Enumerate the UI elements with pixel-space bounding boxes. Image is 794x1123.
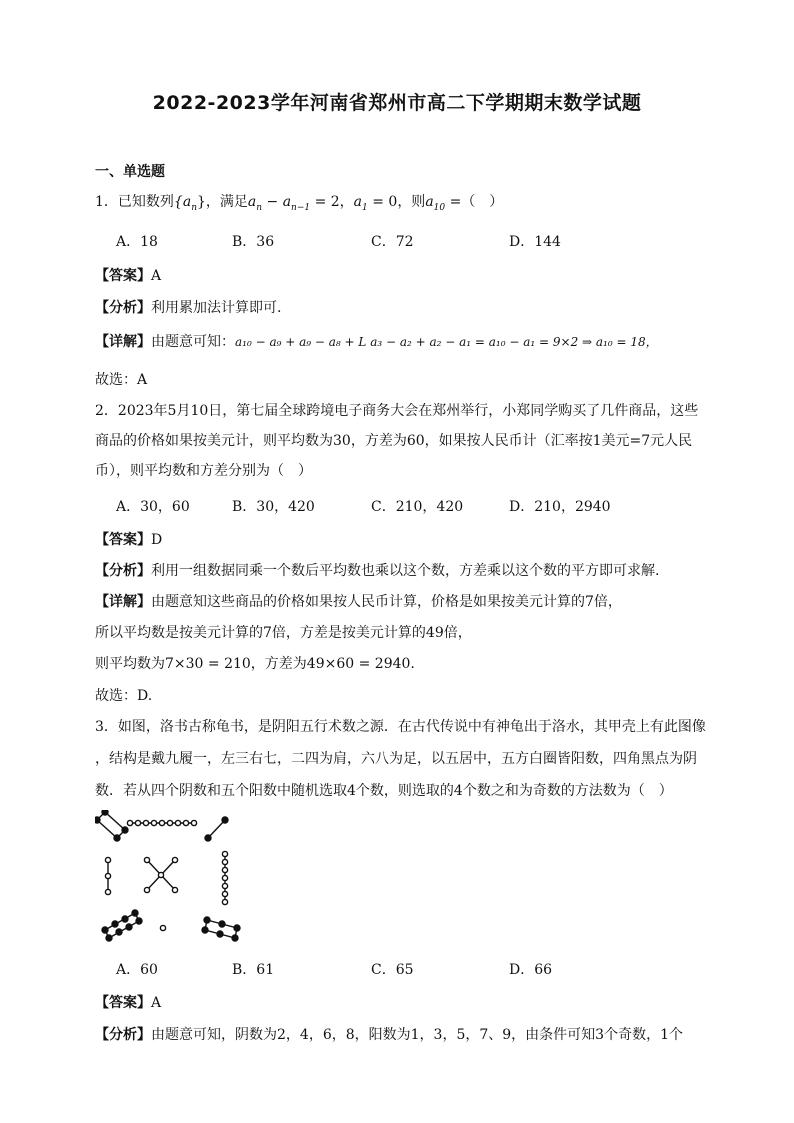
q3-stem-line-3: 数．若从四个阴数和五个阳数中随机选取4个数，则选取的4个数之和为奇数的方法数为（ ） xyxy=(95,783,673,799)
q2-detail-2: 所以平均数是按美元计算的7倍，方差是按美元计算的49倍， xyxy=(95,625,472,641)
q2-stem-line-2: 商品的价格如果按美元计，则平均数为30，方差为60，如果按人民币计（汇率按1美元=7元人民 xyxy=(95,433,693,449)
q3-stem-line-1: 3．如图，洛书古称龟书，是阴阳五行术数之源．在古代传说中有神龟出于洛水，其甲壳上有此图像 xyxy=(95,719,706,735)
q2-stem-line-3: 币），则平均数和方差分别为（ ） xyxy=(95,463,312,479)
section-heading: 一、单选题 xyxy=(95,164,165,180)
q3-option-a: A．60 xyxy=(116,962,158,978)
q1-conclusion: 故选：A xyxy=(95,372,148,388)
luoshu-eight-black-dots xyxy=(102,910,142,941)
luoshu-two-black-dots xyxy=(205,817,228,841)
q3-analysis: 【分析】由题意可知，阴数为2，4，6，8，阳数为1，3，5，7、9，由条件可知3个奇数，1个 xyxy=(95,1027,683,1043)
q2-option-b: B．30，420 xyxy=(232,499,315,515)
q2-option-d: D．210，2940 xyxy=(509,499,611,515)
page-title: 2022-2023学年河南省郑州市高二下学期期末数学试题 xyxy=(152,92,642,114)
luoshu-one-white-circle xyxy=(160,925,165,930)
q3-option-c: C．65 xyxy=(371,962,414,978)
q3-option-b: B．61 xyxy=(232,962,275,978)
luoshu-seven-white-circles xyxy=(222,851,227,904)
q2-stem-line-1: 2．2023年5月10日，第七届全球跨境电子商务大会在郑州举行，小郑同学购买了几件商品，这些 xyxy=(95,403,699,419)
q1-answer: 【答案】A xyxy=(95,268,162,284)
luoshu-three-white-circles xyxy=(105,857,110,894)
luoshu-nine-white-circles xyxy=(127,820,197,825)
q1-option-d: D．144 xyxy=(509,234,561,250)
luoshu-five-white-circles xyxy=(144,857,177,892)
q3-answer: 【答案】A xyxy=(95,995,162,1011)
q1-option-b: B．36 xyxy=(232,234,275,250)
luoshu-diagram xyxy=(95,810,245,950)
q1-option-a: A．18 xyxy=(116,234,158,250)
q2-detail-3: 则平均数为7×30 = 210，方差为49×60 = 2940. xyxy=(95,656,415,672)
q2-detail-1: 【详解】由题意知这些商品的价格如果按人民币计算，价格是如果按美元计算的7倍， xyxy=(95,594,622,610)
luoshu-four-black-dots xyxy=(95,810,128,841)
q1-option-c: C．72 xyxy=(371,234,414,250)
q2-option-c: C．210，420 xyxy=(371,499,464,515)
q1-detail: 【详解】由题意可知：a₁₀ − a₉ + a₉ − a₈ + L a₃ − a₂ + a₂ − a₁ = a₁₀ − a₁ = 9×2 ⇒ a₁₀ = 18， xyxy=(95,334,658,350)
q2-answer: 【答案】D xyxy=(95,532,163,548)
q2-conclusion: 故选：D. xyxy=(95,688,153,704)
luoshu-six-black-dots xyxy=(202,917,240,941)
q1-analysis: 【分析】利用累加法计算即可. xyxy=(95,300,282,316)
q3-stem-line-2: ，结构是戴九履一，左三右七，二四为肩，六八为足，以五居中，五方白圈皆阳数，四角黑点为阴 xyxy=(95,751,697,767)
q2-analysis: 【分析】利用一组数据同乘一个数后平均数也乘以这个数，方差乘以这个数的平方即可求解. xyxy=(95,563,660,579)
q3-option-d: D．66 xyxy=(509,962,553,978)
q2-option-a: A．30，60 xyxy=(116,499,190,515)
q1-stem: 1．已知数列$\{a_n\}$，满足$a_n - a_{n-1} = 2$，$a_1 = 0$，则$a_{10}$ =（ ） xyxy=(95,194,504,213)
